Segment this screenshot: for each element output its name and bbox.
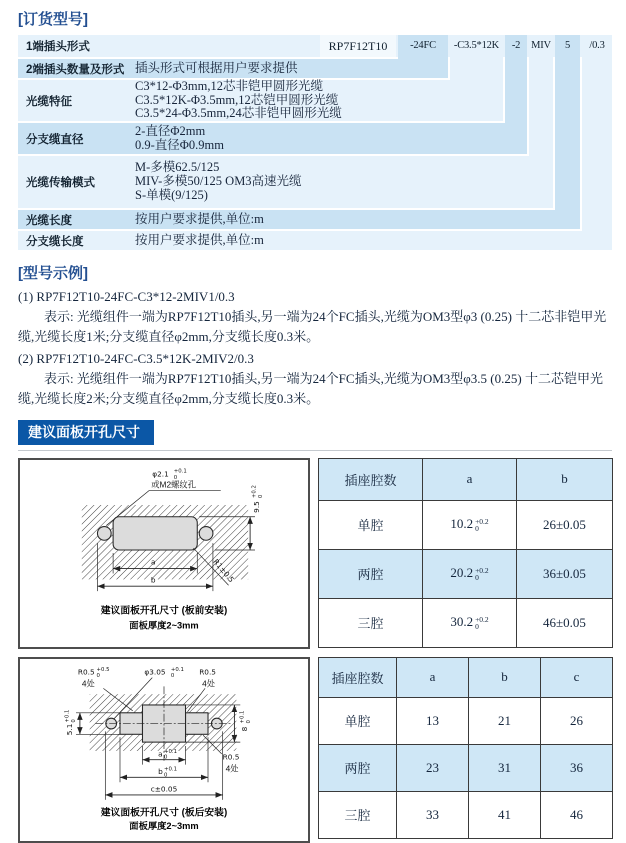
dim-c-label: c±0.05 — [150, 784, 178, 794]
section-divider — [18, 450, 612, 451]
cell-b: 41 — [469, 791, 541, 838]
segment-band-length — [555, 35, 580, 229]
radius-topleft-label: R0.5 — [77, 667, 95, 677]
segment-band-branch-length — [582, 35, 612, 250]
front-mount-table — [318, 458, 613, 648]
radius-topleft-sub: 0 — [96, 672, 100, 679]
order-row-text: M-多模62.5/125 — [135, 160, 220, 175]
height-dim-label: 9.5 — [251, 500, 261, 513]
radius-bottomright-count: 4处 — [225, 763, 239, 774]
radius-topright-count: 4处 — [202, 677, 216, 688]
corner-radius-label: R1±0.5 — [211, 556, 237, 584]
table-row — [319, 598, 613, 647]
cell-cavity: 三腔 — [319, 791, 397, 838]
order-row-transmission-mode — [18, 156, 552, 208]
col-header-b: b — [469, 657, 541, 697]
dim-b-sup: +0.1 — [164, 766, 178, 773]
cell-a: 10.2 +0.2 0 — [423, 500, 517, 549]
cell-cavity: 两腔 — [319, 549, 423, 598]
cell-cavity: 单腔 — [319, 500, 423, 549]
front-mount-drawing — [20, 460, 308, 642]
rear-mount-drawing — [20, 659, 308, 836]
cell-a: 30.2 +0.2 0 — [423, 598, 517, 647]
table-row — [319, 500, 613, 549]
right-dim-sub: 0 — [246, 719, 253, 724]
ordering-code-table — [18, 35, 612, 250]
order-section-title: [订货型号] — [18, 11, 88, 28]
cell-c: 26 — [541, 697, 613, 744]
cell-b: 36±0.05 — [517, 549, 613, 598]
order-row-text: 插头形式可根据用户要求提供 — [135, 60, 298, 75]
model-segment-1: -C3.5*12K — [453, 40, 500, 51]
cell-b: 31 — [469, 744, 541, 791]
left-dim-label: 5.1 — [65, 723, 75, 735]
order-row-cable-feature — [18, 80, 503, 121]
cell-b: 26±0.05 — [517, 500, 613, 549]
hole-alt-label: 或M2螺纹孔 — [151, 478, 196, 489]
col-header-c: c — [541, 657, 613, 697]
front-mount-drawing-box — [18, 458, 310, 649]
order-row-text: C3*12-Φ3mm,12芯非铠甲圆形光缆 — [135, 78, 323, 93]
hole-dim-label: φ2.1 — [152, 469, 169, 479]
order-row-label: 1端插头形式 — [26, 41, 90, 53]
cell-a: 23 — [397, 744, 469, 791]
order-row-text: 0.9-直径Φ0.9mm — [135, 137, 224, 152]
radius-topright-label: R0.5 — [199, 667, 216, 677]
order-row-text: 2-直径Φ2mm — [135, 123, 206, 138]
order-row-label: 光缆长度 — [26, 214, 72, 227]
table-row — [319, 791, 613, 838]
example-1-desc: 表示: 光缆组件一端为RP7F12T10插头,另一端为24个FC插头,光缆为OM3型φ3 (0.25) 十二芯非铠甲光缆,光缆长度1米;分支缆直径φ2mm,分支缆长度0.3米。 — [18, 309, 607, 345]
table-row — [319, 549, 613, 598]
order-row-plug2 — [18, 59, 448, 78]
dim-a-sub: 0 — [164, 754, 168, 761]
examples-section-title: [型号示例] — [18, 265, 88, 282]
dim-b-label: b — [150, 574, 156, 584]
segment-band-mode — [529, 35, 553, 208]
front-caption-1: 建议面板开孔尺寸 (板前安装) — [100, 605, 228, 617]
order-row-label: 分支缆长度 — [26, 235, 84, 248]
radius-topleft-count: 4处 — [81, 677, 95, 688]
example-2-desc: 表示: 光缆组件一端为RP7F12T10插头,另一端为24个FC插头,光缆为OM3型φ3.5 (0.25) 十二芯铠甲光缆,光缆长度2米;分支缆直径φ2mm,分支缆长度0.3米。 — [18, 371, 603, 407]
radius-bottomright-label: R0.5 — [222, 752, 240, 762]
panel-cutout-section-header: 建议面板开孔尺寸 — [18, 420, 154, 445]
hole-tol-sub: 0 — [173, 474, 178, 481]
hole-dim-label: φ3.05 — [144, 667, 166, 677]
order-row-cable-length — [18, 210, 578, 229]
dim-a-label: a — [150, 557, 156, 567]
model-segment-3: MIV — [531, 40, 551, 51]
table-row — [319, 697, 613, 744]
rear-caption-2: 面板厚度2~3mm — [129, 820, 199, 831]
rear-caption-1: 建议面板开孔尺寸 (板后安装) — [100, 807, 228, 819]
right-dim-label: 8 — [240, 726, 250, 731]
order-row-branch-length — [18, 231, 612, 250]
hole-tol-sup: +0.1 — [170, 666, 184, 673]
example-2-model: (2) RP7F12T10-24FC-C3.5*12K-2MIV2/0.3 — [18, 351, 254, 367]
cell-cavity: 两腔 — [319, 744, 397, 791]
order-row-text: MIV-多模50/125 OM3高速光缆 — [135, 174, 302, 189]
dim-a-sup: +0.1 — [164, 748, 178, 755]
table-row — [319, 744, 613, 791]
dim-b-sub: 0 — [164, 771, 168, 778]
cell-b: 46±0.05 — [517, 598, 613, 647]
cell-cavity: 单腔 — [319, 697, 397, 744]
order-row-text: C3.5*24-Φ3.5mm,24芯非铠甲圆形光缆 — [135, 106, 342, 121]
col-header-cavity: 插座腔数 — [319, 458, 423, 500]
front-caption-2: 面板厚度2~3mm — [129, 619, 199, 630]
col-header-b: b — [517, 458, 613, 500]
col-header-a: a — [397, 657, 469, 697]
cell-c: 36 — [541, 744, 613, 791]
rear-mount-table — [318, 657, 613, 839]
order-row-branch-diameter — [18, 123, 527, 154]
hole-tol-sub: 0 — [170, 672, 175, 679]
order-row-label: 2端插头数量及形式 — [26, 63, 125, 76]
col-header-cavity: 插座腔数 — [319, 657, 397, 697]
cell-cavity: 三腔 — [319, 598, 423, 647]
height-tol-sub: 0 — [257, 494, 264, 498]
height-tol-sup: +0.2 — [251, 484, 258, 498]
right-dim-sup: +0.1 — [239, 710, 246, 724]
model-segment-4: 5 — [564, 40, 571, 51]
model-base-code: RP7F12T10 — [320, 35, 396, 57]
model-segment-0: -24FC — [410, 40, 436, 51]
order-row-text: C3.5*12K-Φ3.5mm,12芯铠甲圆形光缆 — [135, 92, 339, 107]
dim-b-label: b — [158, 766, 163, 776]
col-header-a: a — [423, 458, 517, 500]
order-row-text: S-单模(9/125) — [135, 187, 208, 202]
cell-c: 46 — [541, 791, 613, 838]
order-row-label: 分支缆直径 — [26, 133, 84, 146]
hole-tol-sup: +0.1 — [173, 468, 187, 475]
cutout-rect — [113, 516, 197, 549]
cell-a: 33 — [397, 791, 469, 838]
left-dim-sub: 0 — [71, 718, 78, 723]
order-row-label: 光缆传输模式 — [26, 177, 95, 189]
example-2 — [18, 351, 612, 409]
order-row-text: 按用户要求提供,单位:m — [135, 232, 264, 247]
model-segment-5: /0.3 — [589, 40, 605, 51]
screw-hole-left — [97, 526, 111, 540]
radius-topleft-sup: +0.5 — [96, 666, 110, 673]
rear-mount-panel — [18, 657, 612, 843]
order-row-label: 光缆特征 — [26, 95, 72, 108]
order-row-text: 按用户要求提供,单位:m — [135, 211, 264, 226]
model-segment-2: -2 — [511, 40, 521, 51]
left-dim-sup: +0.1 — [64, 709, 71, 723]
cell-b: 21 — [469, 697, 541, 744]
screw-hole-right — [199, 526, 213, 540]
front-mount-panel — [18, 458, 612, 649]
dim-a-label: a — [158, 748, 163, 758]
example-1-model: (1) RP7F12T10-24FC-C3*12-2MIV1/0.3 — [18, 289, 235, 304]
cell-a: 13 — [397, 697, 469, 744]
rear-mount-drawing-box — [18, 657, 310, 843]
example-1 — [18, 289, 612, 347]
cell-a: 20.2 +0.2 0 — [423, 549, 517, 598]
